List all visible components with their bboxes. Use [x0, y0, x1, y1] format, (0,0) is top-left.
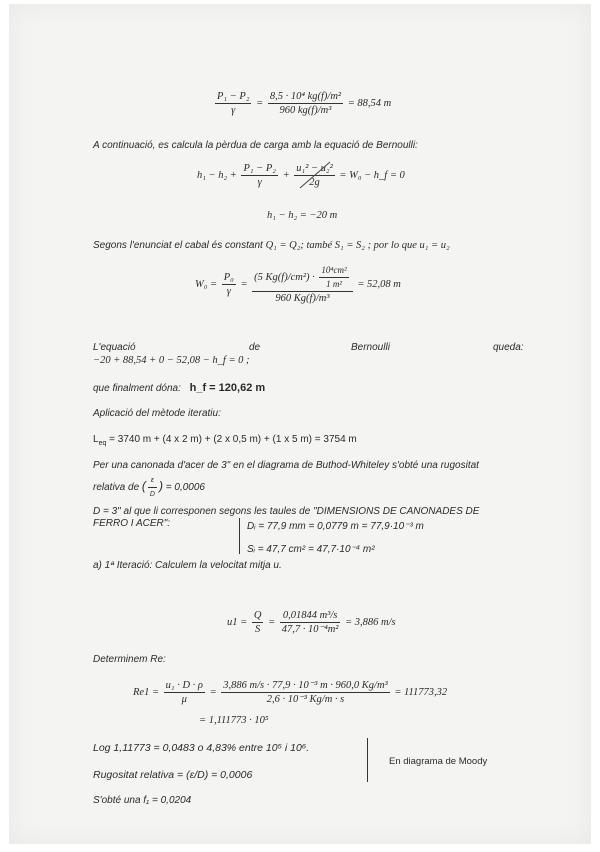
paragraph-relative-roughness: Rugositat relativa = (ε/D) = 0,0006	[93, 769, 253, 781]
equation-pump-work: W₀ = $\frac{\text{P₀}}{\gamma}$ = (5 Kg(f)/cm²) · $\frac{\text{10⁴cm²}}{\text{1 m²}}$ 960 Kg(f)/m³ = 52,08 m	[195, 265, 401, 304]
inner-diameter-line: Dᵢ = 77,9 mm = 0,0779 m = 77,9·10⁻³ m	[247, 521, 424, 532]
equation-bernoulli: h₁ − h₂ + $\frac{\text{P₁ − P₂}}{\gamma}$ + $\frac{\text{u₁² − u₂²}}{2g}$ = W₀ − h_f = 0	[197, 162, 405, 189]
equation-equivalent-length: $L_{eq} = 3740$ m + (4 x 2 m) + (2 x 0,5 m) + (1 x 5 m) = 3754 m	[93, 434, 357, 447]
paragraph-determine-re: Determinem Re:	[93, 654, 166, 665]
paragraph-dimensions-1: D = 3" al que li corresponen segons les taules de "DIMENSIONS DE CANONADES DE	[93, 506, 480, 517]
paragraph-constant-flow: Segons l'enunciat el cabal és constant Q₁ = Q₂; també S₁ = S₂ ; por lo que u₁ = u₂	[93, 240, 450, 251]
paragraph-steel-pipe-2: relativa de ( $\frac{\varepsilon}{D}$ ) = 0,0006	[93, 474, 205, 501]
document-page	[9, 4, 591, 844]
inner-section-line: Sᵢ = 47,7 cm² = 47,7·10⁻⁴ m²	[247, 544, 375, 555]
strikethrough-mark	[296, 160, 336, 190]
paragraph-bernoulli-intro: A continuació, es calcula la pèrdua de carga amb la equació de Bernoulli:	[93, 140, 418, 151]
paragraph-log: Log 1,11773 = 0,0483 o 4,83% entre 10⁵ i 10⁶.	[93, 742, 310, 754]
paragraph-final-result: que finalment dóna: h_f = 120,62 m	[93, 382, 266, 394]
paragraph-steel-pipe-1: Per una canonada d'acer de 3" en el diagrama de Buthod-Whiteley s'obté una rugositat	[93, 460, 479, 471]
word-queda: queda:	[493, 342, 524, 353]
bracket-right	[365, 738, 368, 782]
paragraph-friction-factor: S'obté una f₁ = 0,0204	[93, 795, 192, 806]
paragraph-first-iteration: a) 1ª Iteració: Calculem la velocitat mitja u.	[93, 560, 282, 571]
word-bernoulli: Bernoulli	[351, 342, 390, 353]
equation-bernoulli-substituted: −20 + 88,54 + 0 − 52,08 − h_f = 0 ;	[93, 355, 250, 366]
moody-diagram-note: En diagrama de Moody	[389, 756, 488, 767]
bracket-left	[239, 518, 240, 554]
equation-reynolds-scientific: = 1,111773 · 10⁵	[199, 715, 269, 726]
word-lequacio: L'equació	[93, 342, 136, 353]
equation-velocity: u1 = $\frac{Q}{S}$ = $\frac{\text{0,01844 m³/s}}{\text{47,7 · 10⁻⁴m²}}$ = 3,886 m/s	[227, 610, 396, 635]
paragraph-dimensions-2: FERRO I ACER":	[93, 518, 171, 529]
equation-height-difference: h₁ − h₂ = −20 m	[267, 210, 338, 221]
word-de: de	[249, 342, 261, 353]
equation-reynolds: Re1 = $\frac{\text{u₁ · D · ρ}}{\mu}$ = $\frac{\text{3,886 m/s · 77,9 · 10⁻³ m · 960,0 Kg/m³}}{\text{2,6 · 10⁻³ Kg/m · s}}$ = 111773,32	[133, 680, 448, 705]
paragraph-iterative-method: Aplicació del mètode iteratiu:	[93, 408, 221, 419]
equation-pressure-head: $\frac{\text{P₁ − P₂}}{\gamma}$ = $\frac{\text{8,5 · 10⁴ kg(f)/m²}}{\text{960 kg(f)/m³}}$ = 88,54 m	[217, 91, 392, 116]
